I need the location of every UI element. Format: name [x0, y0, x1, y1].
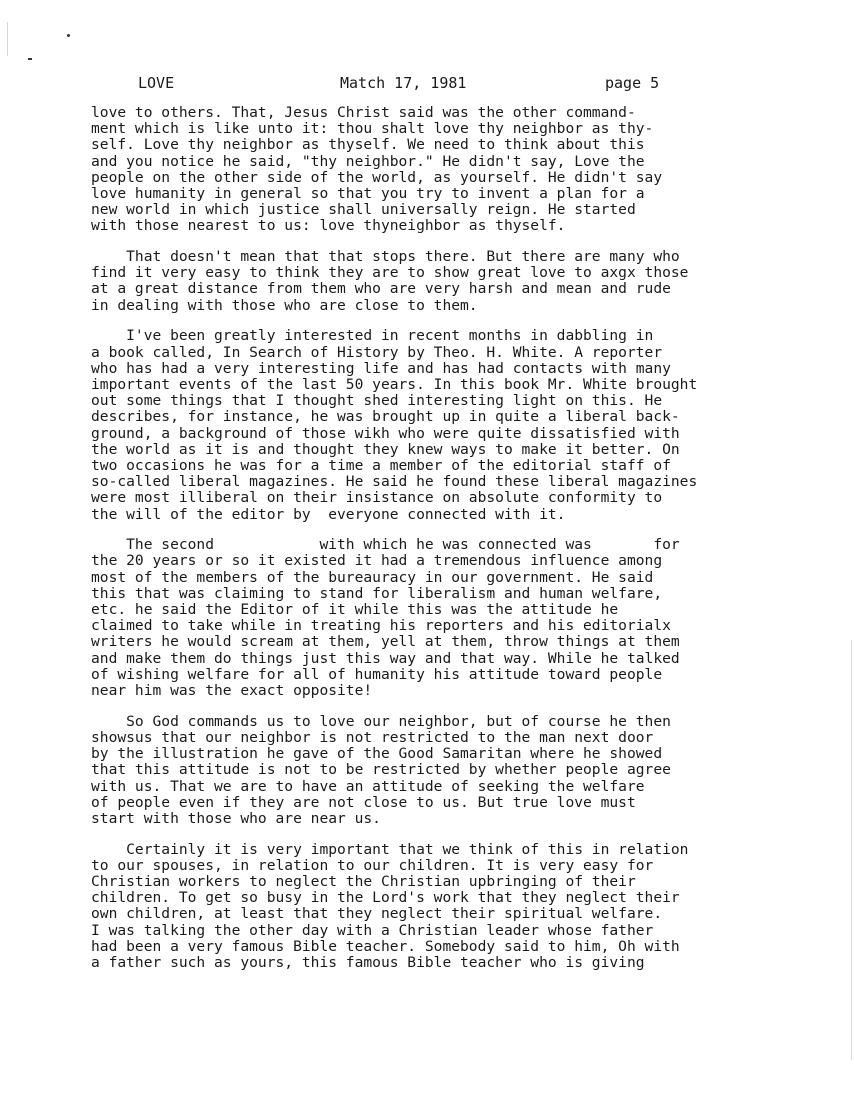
text-line: ground, a background of those wikh who were quite dissatisfied with — [91, 424, 680, 442]
text-line: and you notice he said, "thy neighbor." He didn't say, Love the — [91, 152, 645, 170]
text-line: writers he would scream at them, yell at them, throw things at them — [91, 633, 680, 651]
text-line: by the illustration he gave of the Good Samaritan where he showed — [91, 745, 663, 763]
text-line: of people even if they are not close to us. But true love must — [91, 793, 636, 811]
text-line: who has had a very interesting life and has had contacts with many — [91, 359, 671, 377]
text-line: That doesn't mean that that stops there. But there are many who — [91, 248, 680, 266]
text-line: Christian workers to neglect the Christian upbringing of their — [91, 873, 636, 891]
text-line: claimed to take while in treating his reporters and his editorialx — [91, 617, 671, 635]
paragraph-gap — [91, 699, 831, 714]
text-line: The second with which he was connected was for — [91, 536, 680, 554]
paragraph — [91, 714, 831, 827]
text-line: etc. he said the Editor of it while this was the attitude he — [91, 601, 619, 619]
paragraph-gap — [91, 523, 831, 538]
paragraph — [91, 328, 831, 522]
paragraph-gap — [91, 827, 831, 842]
scan-edge — [7, 22, 8, 56]
text-line: out some things that I thought shed interesting light on this. He — [91, 392, 663, 410]
scan-edge — [851, 640, 852, 1060]
page-number: page 5 — [605, 74, 660, 92]
text-line: this that was claiming to stand for liberalism and human welfare, — [91, 584, 663, 602]
paragraph-gap — [91, 314, 831, 329]
paragraph — [91, 105, 831, 235]
paragraph — [91, 537, 831, 699]
paragraph-gap — [91, 235, 831, 250]
text-line: of wishing welfare for all of humanity his attitude toward people — [91, 665, 663, 683]
stray-mark — [28, 58, 32, 60]
text-line: a father such as yours, this famous Bible teacher who is giving — [91, 953, 645, 971]
text-line: love to others. That, Jesus Christ said was the other command- — [91, 104, 636, 121]
text-line: I was talking the other day with a Christian leader whose father — [91, 921, 654, 939]
text-line: the will of the editor by everyone connected with it. — [91, 505, 566, 523]
text-line: new world in which justice shall universally reign. He started — [91, 201, 636, 219]
text-line: to our spouses, in relation to our children. It is very easy for — [91, 856, 654, 874]
text-line: So God commands us to love our neighbor, but of course he then — [91, 712, 671, 730]
text-line: children. To get so busy in the Lord's work that they neglect their — [91, 889, 680, 907]
text-line: showsus that our neighbor is not restricted to the man next door — [91, 728, 654, 746]
text-line: a book called, In Search of History by Theo. H. White. A reporter — [91, 343, 663, 361]
text-line: start with those who are near us. — [91, 809, 381, 827]
text-line: were most illiberal on their insistance on absolute conformity to — [91, 489, 663, 507]
text-line: the world as it is and thought they knew ways to make it better. On — [91, 440, 680, 458]
text-line: find it very easy to think they are to show great love to axgx those — [91, 264, 689, 282]
text-line: most of the members of the bureauracy in our government. He said — [91, 568, 654, 586]
paragraph — [91, 249, 831, 314]
text-line: love humanity in general so that you try to invent a plan for a — [91, 184, 645, 202]
page-title: LOVE — [138, 74, 175, 92]
text-line: near him was the exact opposite! — [91, 681, 373, 699]
text-line: the 20 years or so it existed it had a tremendous influence among — [91, 552, 663, 570]
stray-mark — [67, 34, 70, 37]
text-line: describes, for instance, he was brought up in quite a liberal back- — [91, 408, 680, 426]
text-line: and make them do things just this way and that way. While he talked — [91, 649, 680, 667]
text-line: ment which is like unto it: thou shalt love thy neighbor as thy- — [91, 120, 654, 138]
document-date: Match 17, 1981 — [340, 74, 467, 92]
text-line: I've been greatly interested in recent months in dabbling in — [91, 327, 654, 345]
paragraph — [91, 842, 831, 972]
text-line: own children, at least that they neglect their spiritual welfare. — [91, 905, 663, 923]
text-line: with those nearest to us: love thyneighbor as thyself. — [91, 217, 566, 235]
text-line: so-called liberal magazines. He said he found these liberal magazines — [91, 473, 698, 491]
document-body — [91, 105, 831, 971]
text-line: self. Love thy neighbor as thyself. We need to think about this — [91, 136, 645, 154]
text-line: in dealing with those who are close to them. — [91, 296, 478, 314]
text-line: two occasions he was for a time a member of the editorial staff of — [91, 456, 671, 474]
text-line: at a great distance from them who are very harsh and mean and rude — [91, 280, 671, 298]
text-line: people on the other side of the world, as yourself. He didn't say — [91, 168, 663, 186]
text-line: with us. That we are to have an attitude of seeking the welfare — [91, 777, 645, 795]
text-line: important events of the last 50 years. In this book Mr. White brought — [91, 376, 698, 393]
text-line: had been a very famous Bible teacher. Somebody said to him, Oh with — [91, 937, 680, 955]
text-line: Certainly it is very important that we think of this in relation — [91, 840, 689, 858]
text-line: that this attitude is not to be restricted by whether people agree — [91, 761, 671, 779]
